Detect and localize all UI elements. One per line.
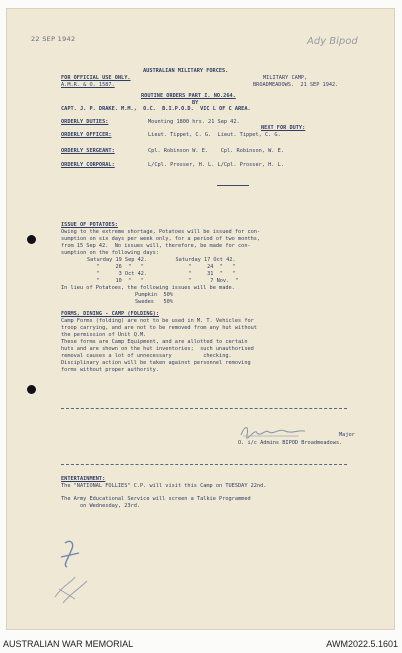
- next-for-duty: NEXT FOR DUTY:: [261, 125, 306, 131]
- forms-line: huts and are shown on the hut inventories; such unauthorised: [61, 346, 254, 352]
- by-label: BY: [192, 100, 199, 106]
- issue-swedes: Swedes 50%: [135, 299, 173, 305]
- forms-line: troop carrying, and are not to be removed from any hut without: [61, 325, 257, 331]
- forms-line: removal causes a lot of unnecessary checking.: [61, 353, 232, 359]
- orderly-duties-value: Mounting 1800 hrs. 21 Sep 42.: [148, 119, 240, 125]
- handwritten-initials: [45, 537, 105, 617]
- camp-label: MILITARY CAMP,: [263, 75, 308, 81]
- no-issue-day: Saturday 19 Sep 42. Saturday 17 Oct 42.: [87, 257, 236, 263]
- potatoes-line: sumption on the following days:: [61, 250, 159, 256]
- entertainment-line: on Wednesday, 23rd.: [80, 503, 141, 509]
- handwritten-note: Ady Bipod: [307, 36, 358, 47]
- by-line: CAPT. J. P. DRAKE. M.M., O.C. B.I.P.O.D. VIC L OF C AREA.: [61, 106, 251, 112]
- orders-title: ROUTINE ORDERS PART I. NO.264.: [141, 93, 236, 99]
- orderly-officer-label: ORDERLY OFFICER:: [61, 132, 112, 138]
- potatoes-lieu: In lieu of Potatoes, the following issues will be made.: [61, 285, 235, 291]
- date-stamp: 22 SEP 1942: [31, 35, 76, 43]
- place-date: BROADMEADOWS. 21 SEP 1942.: [253, 82, 339, 88]
- entertainment-line: The "NATIONAL FOLLIES" C.P. will visit this Camp on TUESDAY 22nd.: [61, 483, 267, 489]
- forms-line: These forms are Camp Equipment, and are allotted to certain: [61, 339, 248, 345]
- footer-source: AUSTRALIAN WAR MEMORIAL: [3, 639, 134, 649]
- entertainment-line: The Army Educational Service will screen a Talkie Programmed: [61, 496, 251, 502]
- signature-line: O. i/c Admins BIPOD Broadmeadows.: [238, 440, 343, 446]
- forms-heading: FORMS, DINING - CAMP (FOLDING):: [61, 311, 159, 317]
- potatoes-line: from 15 Sep 42. No issues will, therefore, be made for con-: [61, 243, 251, 249]
- orderly-duties-label: ORDERLY DUTIES:: [61, 119, 109, 125]
- forms-line: Camp Forms (folding) are not to be used in M. T. Vehicles for: [61, 318, 254, 324]
- forms-line: forms without proper authority.: [61, 367, 159, 373]
- section-divider: [217, 185, 249, 186]
- orderly-corporal-label: ORDERLY CORPORAL:: [61, 162, 115, 168]
- no-issue-day: " 10 " " " 7 Nov. ": [87, 278, 239, 284]
- punch-hole: [27, 235, 36, 244]
- signature-rank: Major: [339, 432, 355, 438]
- potatoes-line: sumption on six days per week only, for a period of two months,: [61, 236, 261, 242]
- footer-accession: AWM2022.5.1601: [326, 639, 398, 649]
- entertainment-heading: ENTERTAINMENT:: [61, 476, 106, 482]
- divider-rule: [61, 464, 347, 465]
- orderly-officer-value: Lieut. Tippet, C. G. Lieut. Tippet, C. G.: [148, 132, 281, 138]
- no-issue-day: " 3 Oct 42. " 31 " ": [87, 271, 236, 277]
- issue-pumpkin: Pumpkin 50%: [135, 292, 173, 298]
- forms-line: Disciplinary action will be taken against personnel removing: [61, 360, 251, 366]
- official-use: FOR OFFICIAL USE ONLY.: [61, 75, 131, 81]
- reference: A.M.R. & O. 1587.: [61, 82, 115, 88]
- header-title: AUSTRALIAN MILITARY FORCES.: [143, 68, 229, 74]
- no-issue-day: " 26 " " " 24 " ": [87, 264, 236, 270]
- signature-scribble: [239, 423, 309, 441]
- document-sheet: [7, 9, 394, 629]
- footer-bar: [0, 635, 402, 653]
- divider-rule: [61, 408, 347, 409]
- potatoes-heading: ISSUE OF POTATOES:: [61, 222, 118, 228]
- orderly-sergeant-value: Cpl. Robinson W. E. Cpl. Robinson, W. E.: [148, 148, 284, 154]
- orderly-corporal-value: L/Cpl. Prosser, H. L. L/Cpl. Prosser, H. L.: [148, 162, 284, 168]
- punch-hole: [27, 385, 36, 394]
- potatoes-line: Owing to the extreme shortage, Potatoes will be issued for con-: [61, 229, 261, 235]
- forms-line: the permission of Unit Q.M.: [61, 332, 147, 338]
- orderly-sergeant-label: ORDERLY SERGEANT:: [61, 148, 115, 154]
